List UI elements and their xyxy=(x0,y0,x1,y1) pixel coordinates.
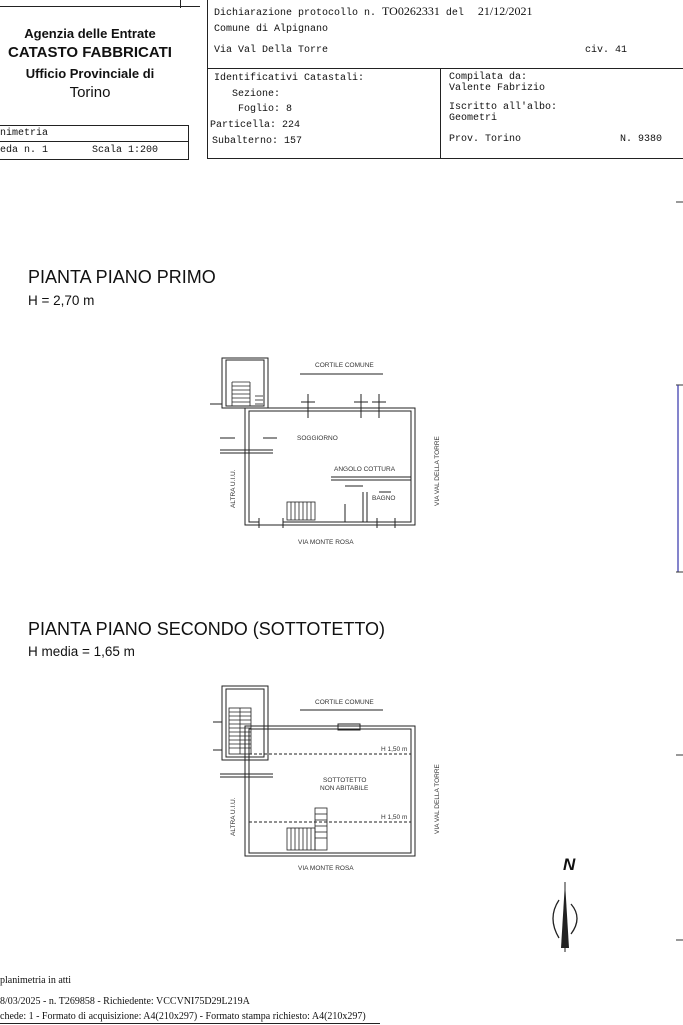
plan1-other-unit: ALTRA U.I.U. xyxy=(230,469,237,508)
protocol-divider xyxy=(207,68,683,69)
plan2-street-right: VIA VAL DELLA TORRE xyxy=(434,764,441,834)
plan2-height: H media = 1,65 m xyxy=(28,644,135,659)
top-rule xyxy=(0,6,200,7)
plan1-street-bottom: VIA MONTE ROSA xyxy=(298,539,354,546)
plan1-height: H = 2,70 m xyxy=(28,293,95,308)
plan2-attic-label-2: NON ABITABILE xyxy=(320,785,369,792)
plan2-other-unit: ALTRA U.I.U. xyxy=(230,797,237,836)
office-label: Ufficio Provinciale di xyxy=(25,66,155,81)
subalterno: Subalterno: 157 xyxy=(212,136,303,147)
plan1-living-label: SOGGIORNO xyxy=(297,435,338,442)
province: Prov. Torino xyxy=(449,134,522,145)
plan2-height-bottom: H 1,50 m xyxy=(381,814,408,821)
plan1-bath-label: BAGNO xyxy=(372,495,396,502)
plan1-kitchen-label: ANGOLO COTTURA xyxy=(334,466,396,473)
protocol-line: Dichiarazione protocollo n. TO0262331 del 21/12/2021 xyxy=(214,4,533,19)
scheda-label: eda n. 1 xyxy=(0,145,49,156)
north-arrow-icon xyxy=(545,878,590,958)
registered-label: Iscritto all'albo: xyxy=(449,102,558,113)
register-number: N. 9380 xyxy=(620,134,663,145)
identifiers-label: Identificativi Catastali: xyxy=(214,73,365,84)
particella: Particella: 224 xyxy=(210,120,301,131)
comune: Comune di Alpignano xyxy=(214,24,329,35)
plan2-street-bottom: VIA MONTE ROSA xyxy=(298,865,354,872)
plan1-street-right: VIA VAL DELLA TORRE xyxy=(434,436,441,506)
plan2-courtyard-label: CORTILE COMUNE xyxy=(315,699,374,706)
civic-number: civ. 41 xyxy=(585,45,628,56)
plan2-height-top: H 1,50 m xyxy=(381,746,408,753)
agency-name: Agenzia delle Entrate xyxy=(24,26,156,41)
footer-rule xyxy=(0,1023,380,1024)
plan1-title: PIANTA PIANO PRIMO xyxy=(28,267,216,287)
plan2-attic-label: SOTTOTETTO xyxy=(323,777,367,784)
compiled-by: Valente Fabrizio xyxy=(449,83,546,94)
footer-note: planimetria in atti xyxy=(0,975,72,986)
foglio: Foglio: 8 xyxy=(238,104,293,115)
margin-marks xyxy=(668,180,683,980)
plan1-courtyard-label: CORTILE COMUNE xyxy=(315,362,374,369)
registered: Geometri xyxy=(449,113,498,124)
margin-tick xyxy=(640,158,683,159)
compiled-by-label: Compilata da: xyxy=(449,72,528,83)
scheda-divider xyxy=(0,141,189,142)
plan1-drawing xyxy=(205,352,455,552)
scale-label: Scala 1:200 xyxy=(92,145,159,156)
column-divider xyxy=(440,68,441,158)
catasto-title: CATASTO FABBRICATI xyxy=(8,44,172,61)
plan2-title: PIANTA PIANO SECONDO (SOTTOTETTO) xyxy=(28,619,386,639)
planimetria-label: nimetria xyxy=(0,128,49,139)
footer-request: 8/03/2025 - n. T269858 - Richiedente: VCCVNI75D29L219A xyxy=(0,996,250,1007)
north-label: N xyxy=(563,855,576,874)
address: Via Val Della Torre xyxy=(214,45,329,56)
top-tick xyxy=(180,0,181,8)
sezione: Sezione: xyxy=(232,89,281,100)
plan2-drawing xyxy=(205,680,455,880)
footer-format: chede: 1 - Formato di acquisizione: A4(210x297) - Formato stampa richiesto: A4(210x297) xyxy=(0,1011,366,1022)
office-city: Torino xyxy=(69,84,111,101)
